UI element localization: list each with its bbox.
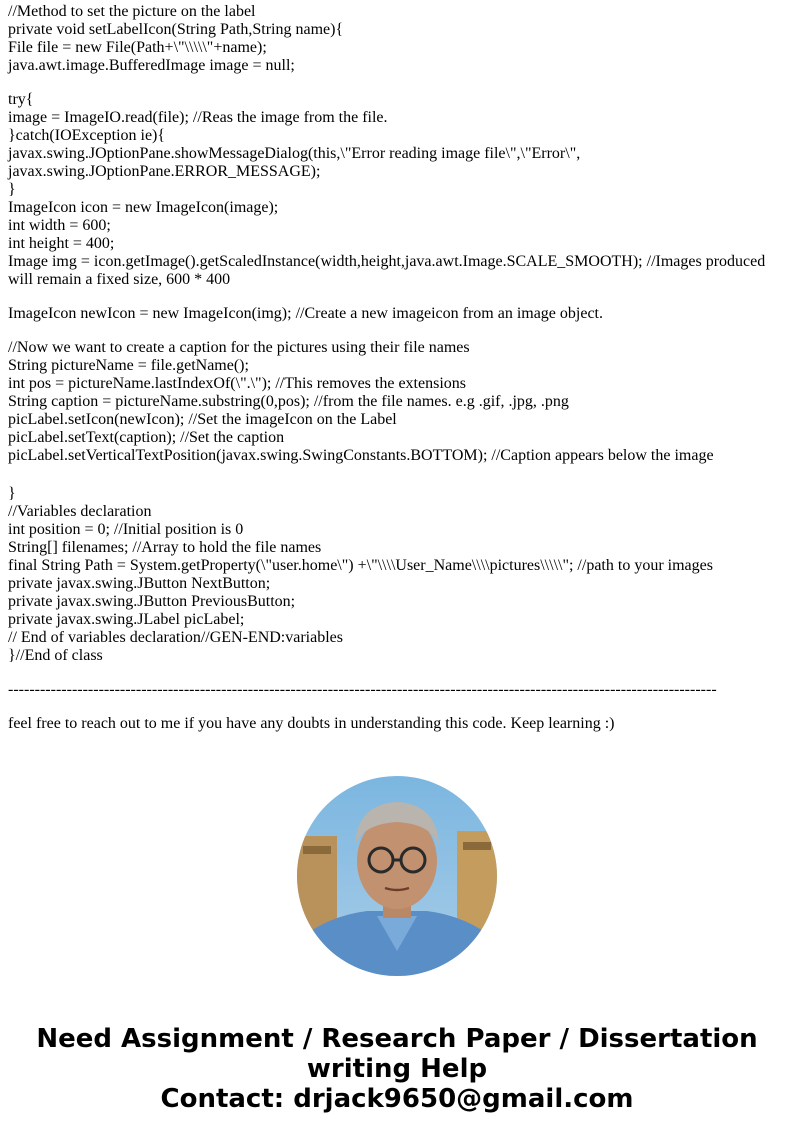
code-line: javax.swing.JOptionPane.ERROR_MESSAGE); [8, 163, 321, 180]
code-block-5 [8, 485, 790, 665]
code-line: }//End of class [8, 647, 103, 664]
code-line: picLabel.setIcon(newIcon); //Set the imageIcon on the Label [8, 411, 397, 428]
code-line: String[] filenames; //Array to hold the file names [8, 539, 322, 556]
code-line: int width = 600; [8, 217, 111, 234]
divider-line [8, 681, 790, 699]
closing-note-text: feel free to reach out to me if you have any doubts in understanding this code. Keep learning :) [8, 715, 615, 732]
avatar [297, 776, 497, 976]
code-line: java.awt.image.BufferedImage image = null; [8, 57, 295, 74]
code-line: picLabel.setVerticalTextPosition(javax.swing.SwingConstants.BOTTOM); //Caption appears below the image [8, 447, 714, 464]
code-line: }catch(IOException ie){ [8, 127, 166, 144]
code-line: private javax.swing.JButton PreviousButton; [8, 593, 296, 610]
author-photo-icon [297, 776, 497, 976]
code-block-4 [8, 339, 790, 465]
code-line: String caption = pictureName.substring(0,pos); //from the file names. e.g .gif, .jpg, .png [8, 393, 569, 410]
closing-note [8, 715, 790, 733]
divider-text: ------------------------------------------------------------------------------------------------------------------------------------- [8, 681, 717, 698]
promo-line-1: Need Assignment / Research Paper / Dissertation [36, 1024, 758, 1054]
code-line: private javax.swing.JLabel picLabel; [8, 611, 245, 628]
code-line: ImageIcon newIcon = new ImageIcon(img); //Create a new imageicon from an image object. [8, 305, 603, 322]
code-line: Image img = icon.getImage().getScaledInstance(width,height,java.awt.Image.SCALE_SMOOTH); //Images produced will remain a fixed size, 600 * 400 [8, 253, 766, 288]
code-line: //Now we want to create a caption for the pictures using their file names [8, 339, 470, 356]
code-line: image = ImageIO.read(file); //Reas the image from the file. [8, 109, 388, 126]
code-line: picLabel.setText(caption); //Set the caption [8, 429, 285, 446]
code-block-3 [8, 305, 790, 323]
code-line: // End of variables declaration//GEN-END:variables [8, 629, 343, 646]
code-line: ImageIcon icon = new ImageIcon(image); [8, 199, 279, 216]
code-line: try{ [8, 91, 34, 108]
article-content [8, 3, 790, 749]
code-line: int position = 0; //Initial position is 0 [8, 521, 244, 538]
code-block-1 [8, 3, 790, 75]
code-line: //Method to set the picture on the label [8, 3, 256, 20]
promo-banner [0, 1024, 794, 1114]
code-line: File file = new File(Path+\"\\\\\"+name); [8, 39, 267, 56]
code-line: private void setLabelIcon(String Path,String name){ [8, 21, 344, 38]
code-line: int pos = pictureName.lastIndexOf(\".\"); //This removes the extensions [8, 375, 466, 392]
code-line: } [8, 485, 16, 502]
code-line: String pictureName = file.getName(); [8, 357, 249, 374]
code-line: private javax.swing.JButton NextButton; [8, 575, 271, 592]
code-block-2 [8, 91, 790, 289]
code-line: //Variables declaration [8, 503, 152, 520]
promo-line-2: writing Help [306, 1054, 488, 1084]
code-line: final String Path = System.getProperty(\"user.home\") +\"\\\\User_Name\\\\pictures\\\\\"; //path to your images [8, 557, 713, 574]
code-line: int height = 400; [8, 235, 115, 252]
code-line: javax.swing.JOptionPane.showMessageDialog(this,\"Error reading image file\",\"Error\", [8, 145, 581, 162]
promo-contact: Contact: drjack9650@gmail.com [160, 1084, 634, 1114]
code-line: } [8, 181, 16, 198]
